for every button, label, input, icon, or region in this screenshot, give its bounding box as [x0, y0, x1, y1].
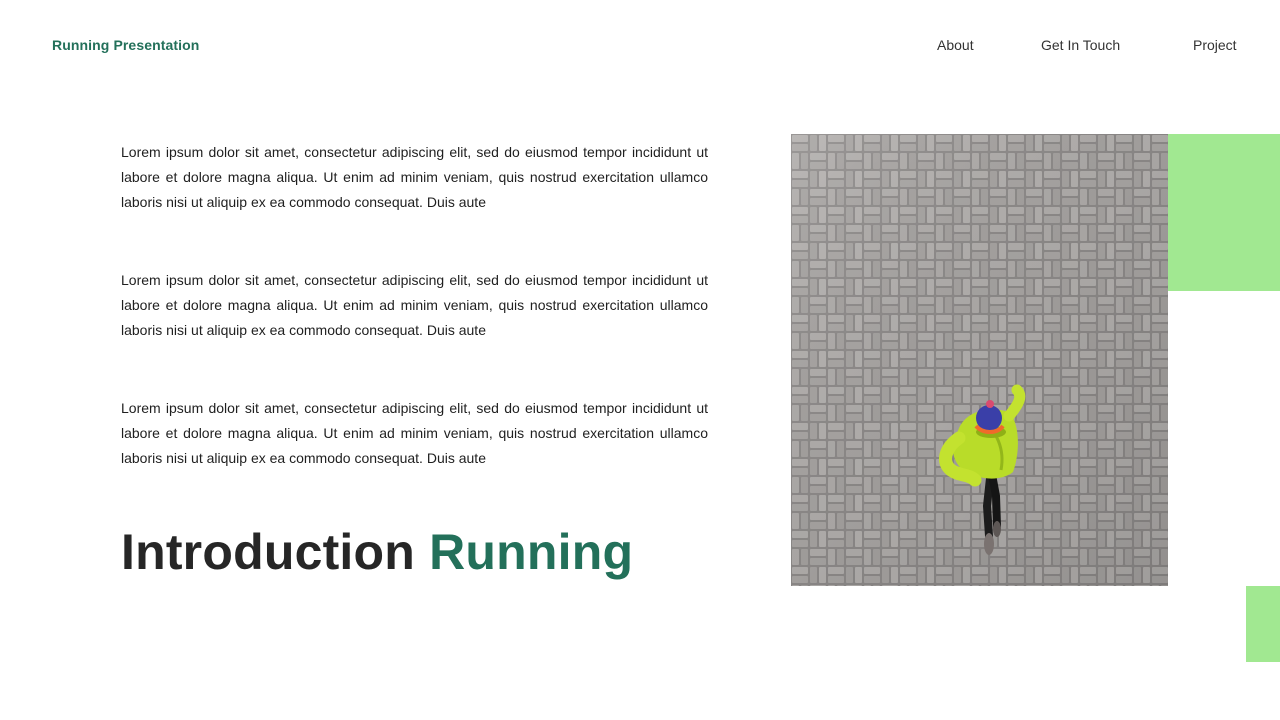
decorative-green-block-bottom [1246, 586, 1280, 662]
body-paragraph-3: Lorem ipsum dolor sit amet, consectetur adipiscing elit, sed do eiusmod tempor incididunt ut labore et dolore magna aliqua. Ut enim ad minim veniam, quis nostrud exercitation ullamco laboris nisi ut aliquip ex ea commodo consequat. Duis aute [121, 400, 708, 466]
slide-title-accent: Running [429, 524, 634, 580]
nav-link-project[interactable]: Project [1193, 37, 1237, 53]
body-paragraph-2: Lorem ipsum dolor sit amet, consectetur adipiscing elit, sed do eiusmod tempor incididunt ut labore et dolore magna aliqua. Ut enim ad minim veniam, quis nostrud exercitation ullamco laboris nisi ut aliquip ex ea commodo consequat. Duis aute [121, 272, 708, 338]
nav-link-get-in-touch[interactable]: Get In Touch [1041, 37, 1121, 53]
slide-title-part-1: Introduction [121, 524, 416, 580]
runner-photo-graphic [791, 134, 1168, 586]
runner-photo [791, 134, 1168, 586]
brand-title: Running Presentation [52, 37, 200, 53]
body-paragraph-1: Lorem ipsum dolor sit amet, consectetur adipiscing elit, sed do eiusmod tempor incididunt ut labore et dolore magna aliqua. Ut enim ad minim veniam, quis nostrud exercitation ullamco laboris nisi ut aliquip ex ea commodo consequat. Duis aute [121, 144, 708, 210]
decorative-green-block-top [1168, 134, 1280, 291]
slide-title [121, 520, 633, 584]
nav-link-about[interactable]: About [937, 37, 974, 53]
